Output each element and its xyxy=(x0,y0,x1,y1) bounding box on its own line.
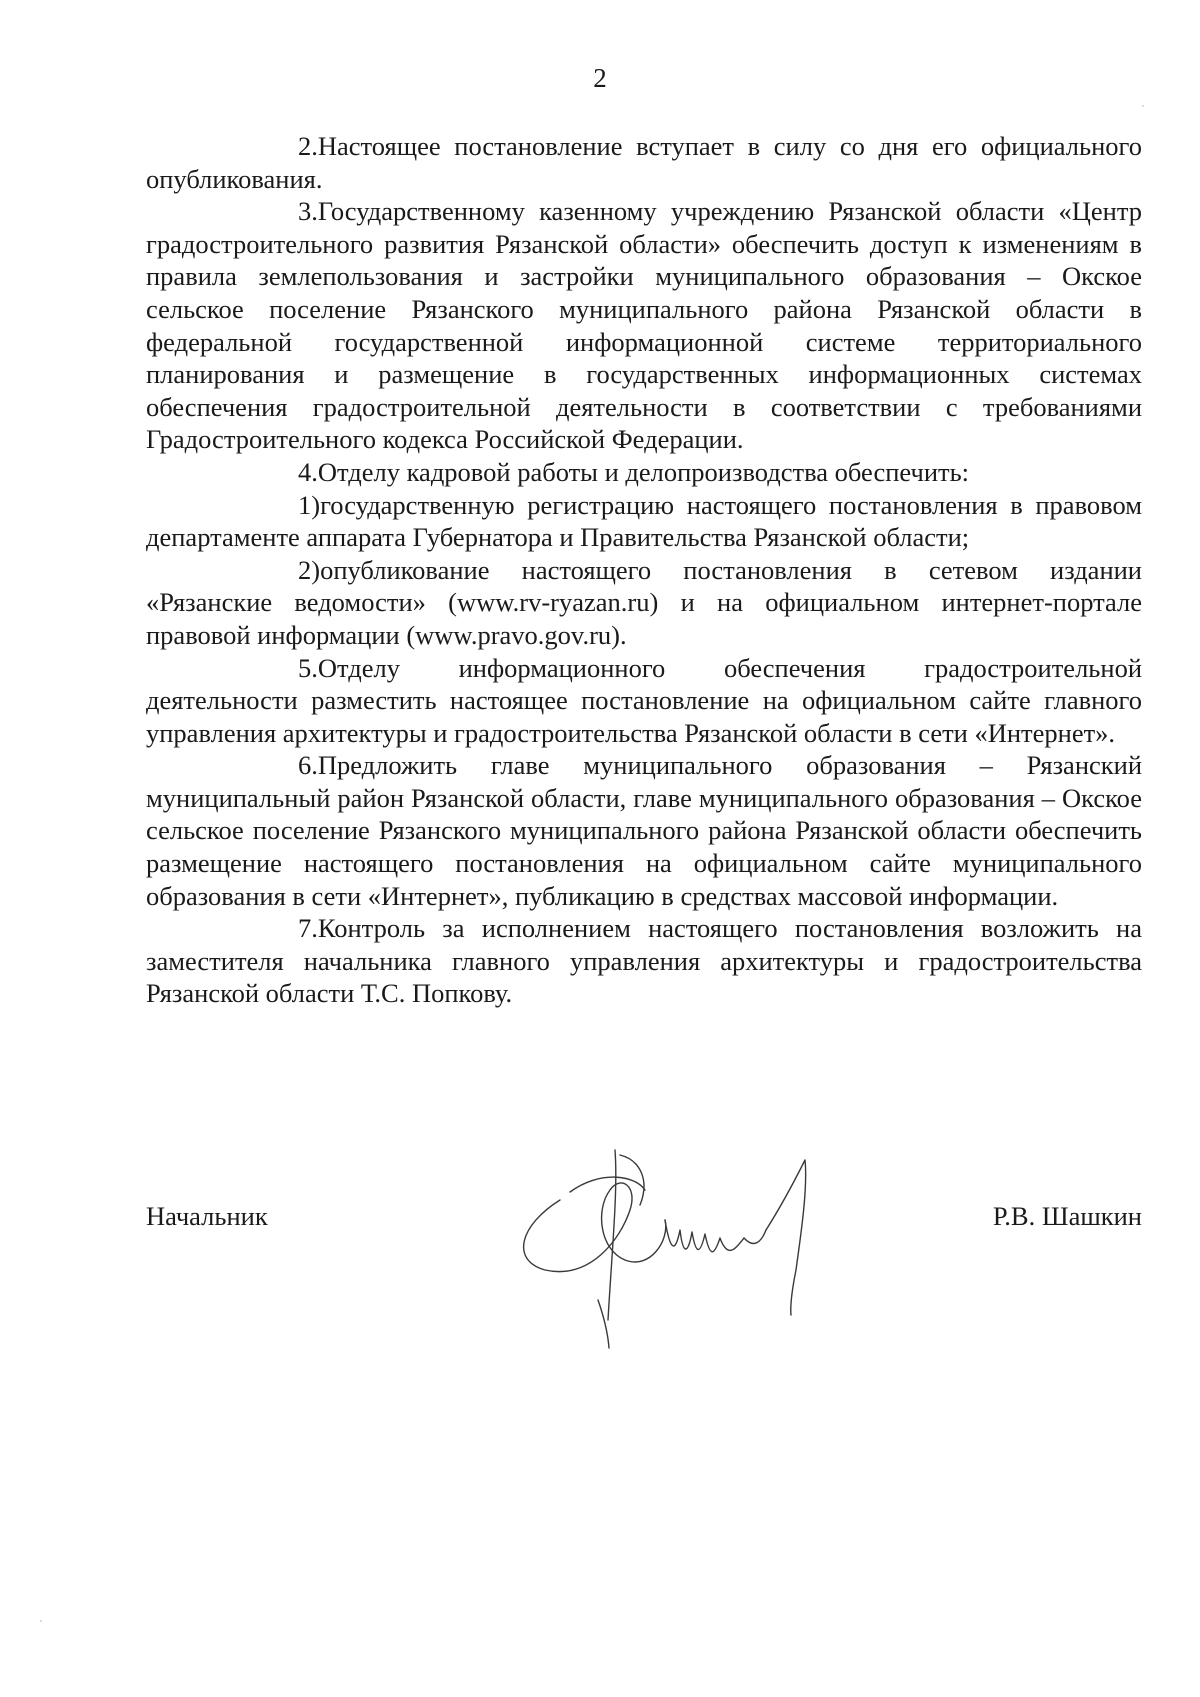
scan-speck xyxy=(1142,105,1144,107)
paragraph-6 xyxy=(146,749,1142,912)
paragraph-4-1 xyxy=(146,489,1142,554)
document-body xyxy=(146,130,1142,1010)
paragraph-text: Отделу информационного обеспечения градостроительной деятельности разместить настоящее постановление на официальном сайте главного управления архитектуры и градостроительства Рязанской области в сети «Интернет». xyxy=(146,652,1142,748)
paragraph-text: государственную регистрацию настоящего постановления в правовом департаменте аппарата Губернатора и Правительства Рязанской области; xyxy=(146,489,1142,553)
paragraph-text: опубликование настоящего постановления в сетевом издании «Рязанские ведомости» (www.rv-ryazan.ru) и на официальном интернет-портале правовой информации (www.pravo.gov.ru). xyxy=(146,554,1142,650)
paragraph-text: Контроль за исполнением настоящего постановления возложить на заместителя начальника главного управления архитектуры и градостроительства Рязанской области Т.С. Попкову. xyxy=(146,913,1142,1009)
handwritten-signature xyxy=(500,1130,880,1360)
paragraph-text: Государственному казенному учреждению Рязанской области «Центр градостроительного развития Рязанской области» обеспечить доступ к изменениям в правила землепользования и застройки муниципального образования – Окское сельское поселение Рязанского муниципального района Рязанской области в федеральной государственной информационной системе территориального планирования и размещение в государственных информационных системах обеспечения градостроительной деятельности в соответствии с требованиями Градостроительного кодекса Российской Федерации. xyxy=(146,196,1142,455)
scan-speck xyxy=(40,1620,42,1622)
paragraph-text: Отделу кадровой работы и делопроизводства обеспечить: xyxy=(317,456,970,487)
paragraph-number: 7. xyxy=(298,913,318,944)
paragraph-3 xyxy=(146,195,1142,456)
page-number: 2 xyxy=(593,63,607,93)
signatory-name: Р.В. Шашкин xyxy=(992,1201,1142,1231)
paragraph-4 xyxy=(146,456,1142,489)
signatory-title: Начальник xyxy=(146,1201,268,1231)
signature-block xyxy=(146,1200,1142,1240)
paragraph-5 xyxy=(146,652,1142,750)
paragraph-number: 3. xyxy=(298,196,318,227)
paragraph-number: 2. xyxy=(298,131,318,161)
paragraph-number: 5. xyxy=(298,652,318,683)
paragraph-2 xyxy=(146,130,1142,195)
paragraph-text: Предложить главе муниципального образования – Рязанский муниципальный район Рязанской области, главе муниципального образования – Окское сельское поселение Рязанского муниципального района Рязанской области обеспечить размещение настоящего постановления на официальном сайте муниципального образования в сети «Интернет», публикацию в средствах массовой информации. xyxy=(146,750,1142,911)
paragraph-number: 1) xyxy=(298,489,321,520)
paragraph-number: 4. xyxy=(298,456,318,487)
paragraph-4-2 xyxy=(146,554,1142,652)
paragraph-text: Настоящее постановление вступает в силу со дня его официального опубликования. xyxy=(146,131,1142,194)
paragraph-number: 2) xyxy=(298,554,321,585)
paragraph-7 xyxy=(146,912,1142,1010)
paragraph-number: 6. xyxy=(298,750,318,781)
